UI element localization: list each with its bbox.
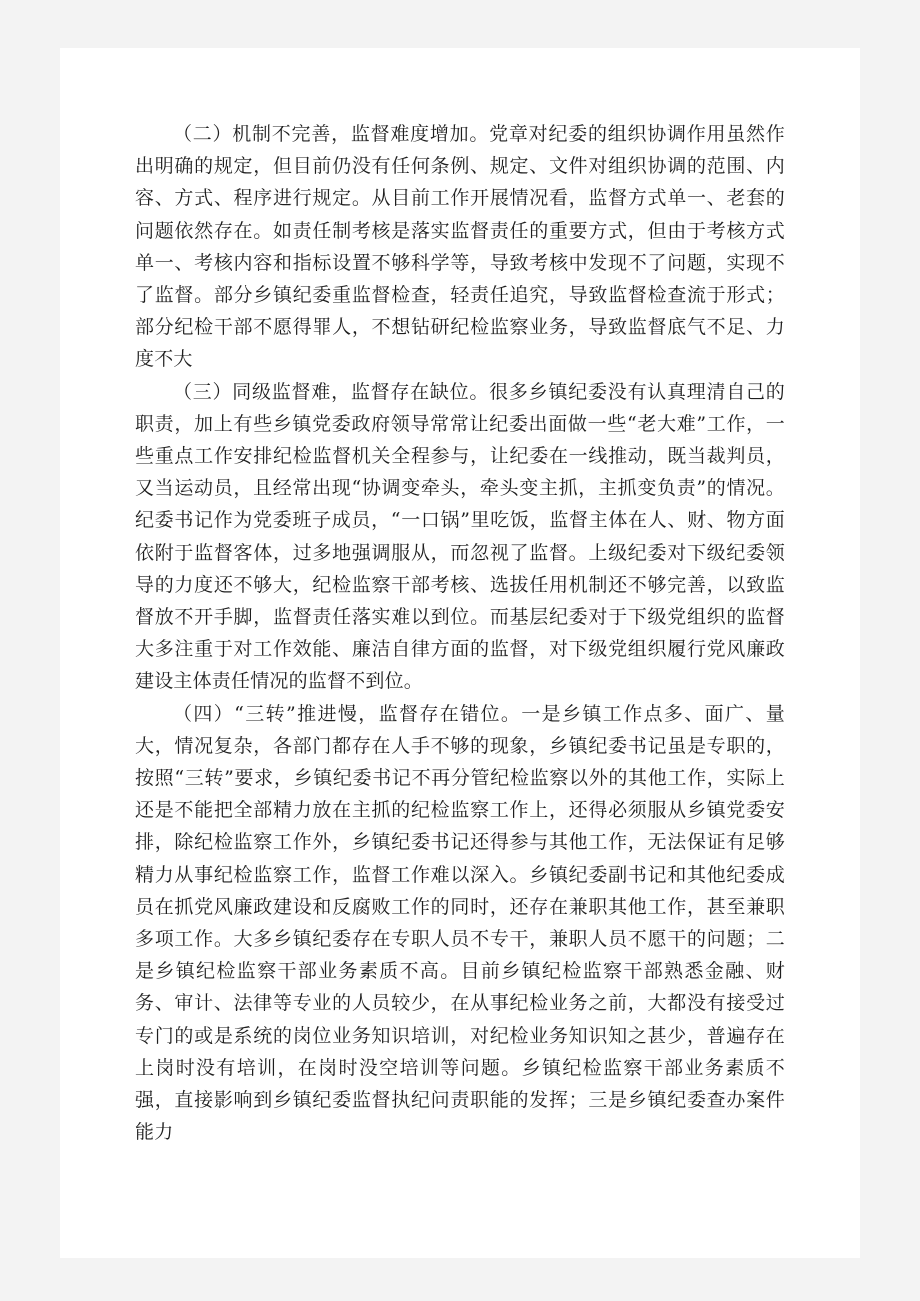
document-page <box>60 48 860 1258</box>
paragraph-same-level-supervision: （三）同级监督难，监督存在缺位。很多乡镇纪委没有认真理清自己的职责，加上有些乡镇党委政府领导常常让纪委出面做一些“老大难”工作，一些重点工作安排纪检监督机关全程参与，让纪委在一线推动，既当裁判员，又当运动员，且经常出现“协调变牵头，牵头变主抓，主抓变负责”的情况。纪委书记作为党委班子成员，“一口锅”里吃饭，监督主体在人、财、物方面依附于监督客体，过多地强调服从，而忽视了监督。上级纪委对下级纪委领导的力度还不够大，纪检监察干部考核、选拔任用机制还不够完善，以致监督放不开手脚，监督责任落实难以到位。而基层纪委对于下级党组织的监督大多注重于对工作效能、廉洁自律方面的监督，对下级党组织履行党风廉政建设主体责任情况的监督不到位。 <box>135 380 785 693</box>
paragraph-three-transformations: （四）“三转”推进慢，监督存在错位。一是乡镇工作点多、面广、量大，情况复杂，各部门都存在人手不够的现象，乡镇纪委书记虽是专职的，按照“三转”要求，乡镇纪委书记不再分管纪检监察以外的其他工作，实际上还是不能把全部精力放在主抓的纪检监察工作上，还得必须服从乡镇党委安排，除纪检监察工作外，乡镇纪委书记还得参与其他工作，无法保证有足够精力从事纪检监察工作，监督工作难以深入。乡镇纪委副书记和其他纪委成员在抓党风廉政建设和反腐败工作的同时，还存在兼职其他工作，甚至兼职多项工作。大多乡镇纪委存在专职人员不专干，兼职人员不愿干的问题；二是乡镇纪检监察干部业务素质不高。目前乡镇纪检监察干部熟悉金融、财务、审计、法律等专业的人员较少，在从事纪检业务之前，大都没有接受过专门的或是系统的岗位业务知识培训，对纪检业务知识知之甚少，普遍存在上岗时没有培训，在岗时没空培训等问题。乡镇纪检监察干部业务素质不强，直接影响到乡镇纪委监督执纪问责职能的发挥；三是乡镇纪委查办案件能力 <box>135 702 785 1144</box>
document-body <box>135 118 785 1149</box>
paragraph-mechanism: （二）机制不完善，监督难度增加。党章对纪委的组织协调作用虽然作出明确的规定，但目前仍没有任何条例、规定、文件对组织协调的范围、内容、方式、程序进行规定。从目前工作开展情况看，监督方式单一、老套的问题依然存在。如责任制考核是落实监督责任的重要方式，但由于考核方式单一、考核内容和指标设置不够科学等，导致考核中发现不了问题，实现不了监督。部分乡镇纪委重监督检查，轻责任追究，导致监督检查流于形式；部分纪检干部不愿得罪人，不想钻研纪检监察业务，导致监督底气不足、力度不大 <box>135 123 785 371</box>
